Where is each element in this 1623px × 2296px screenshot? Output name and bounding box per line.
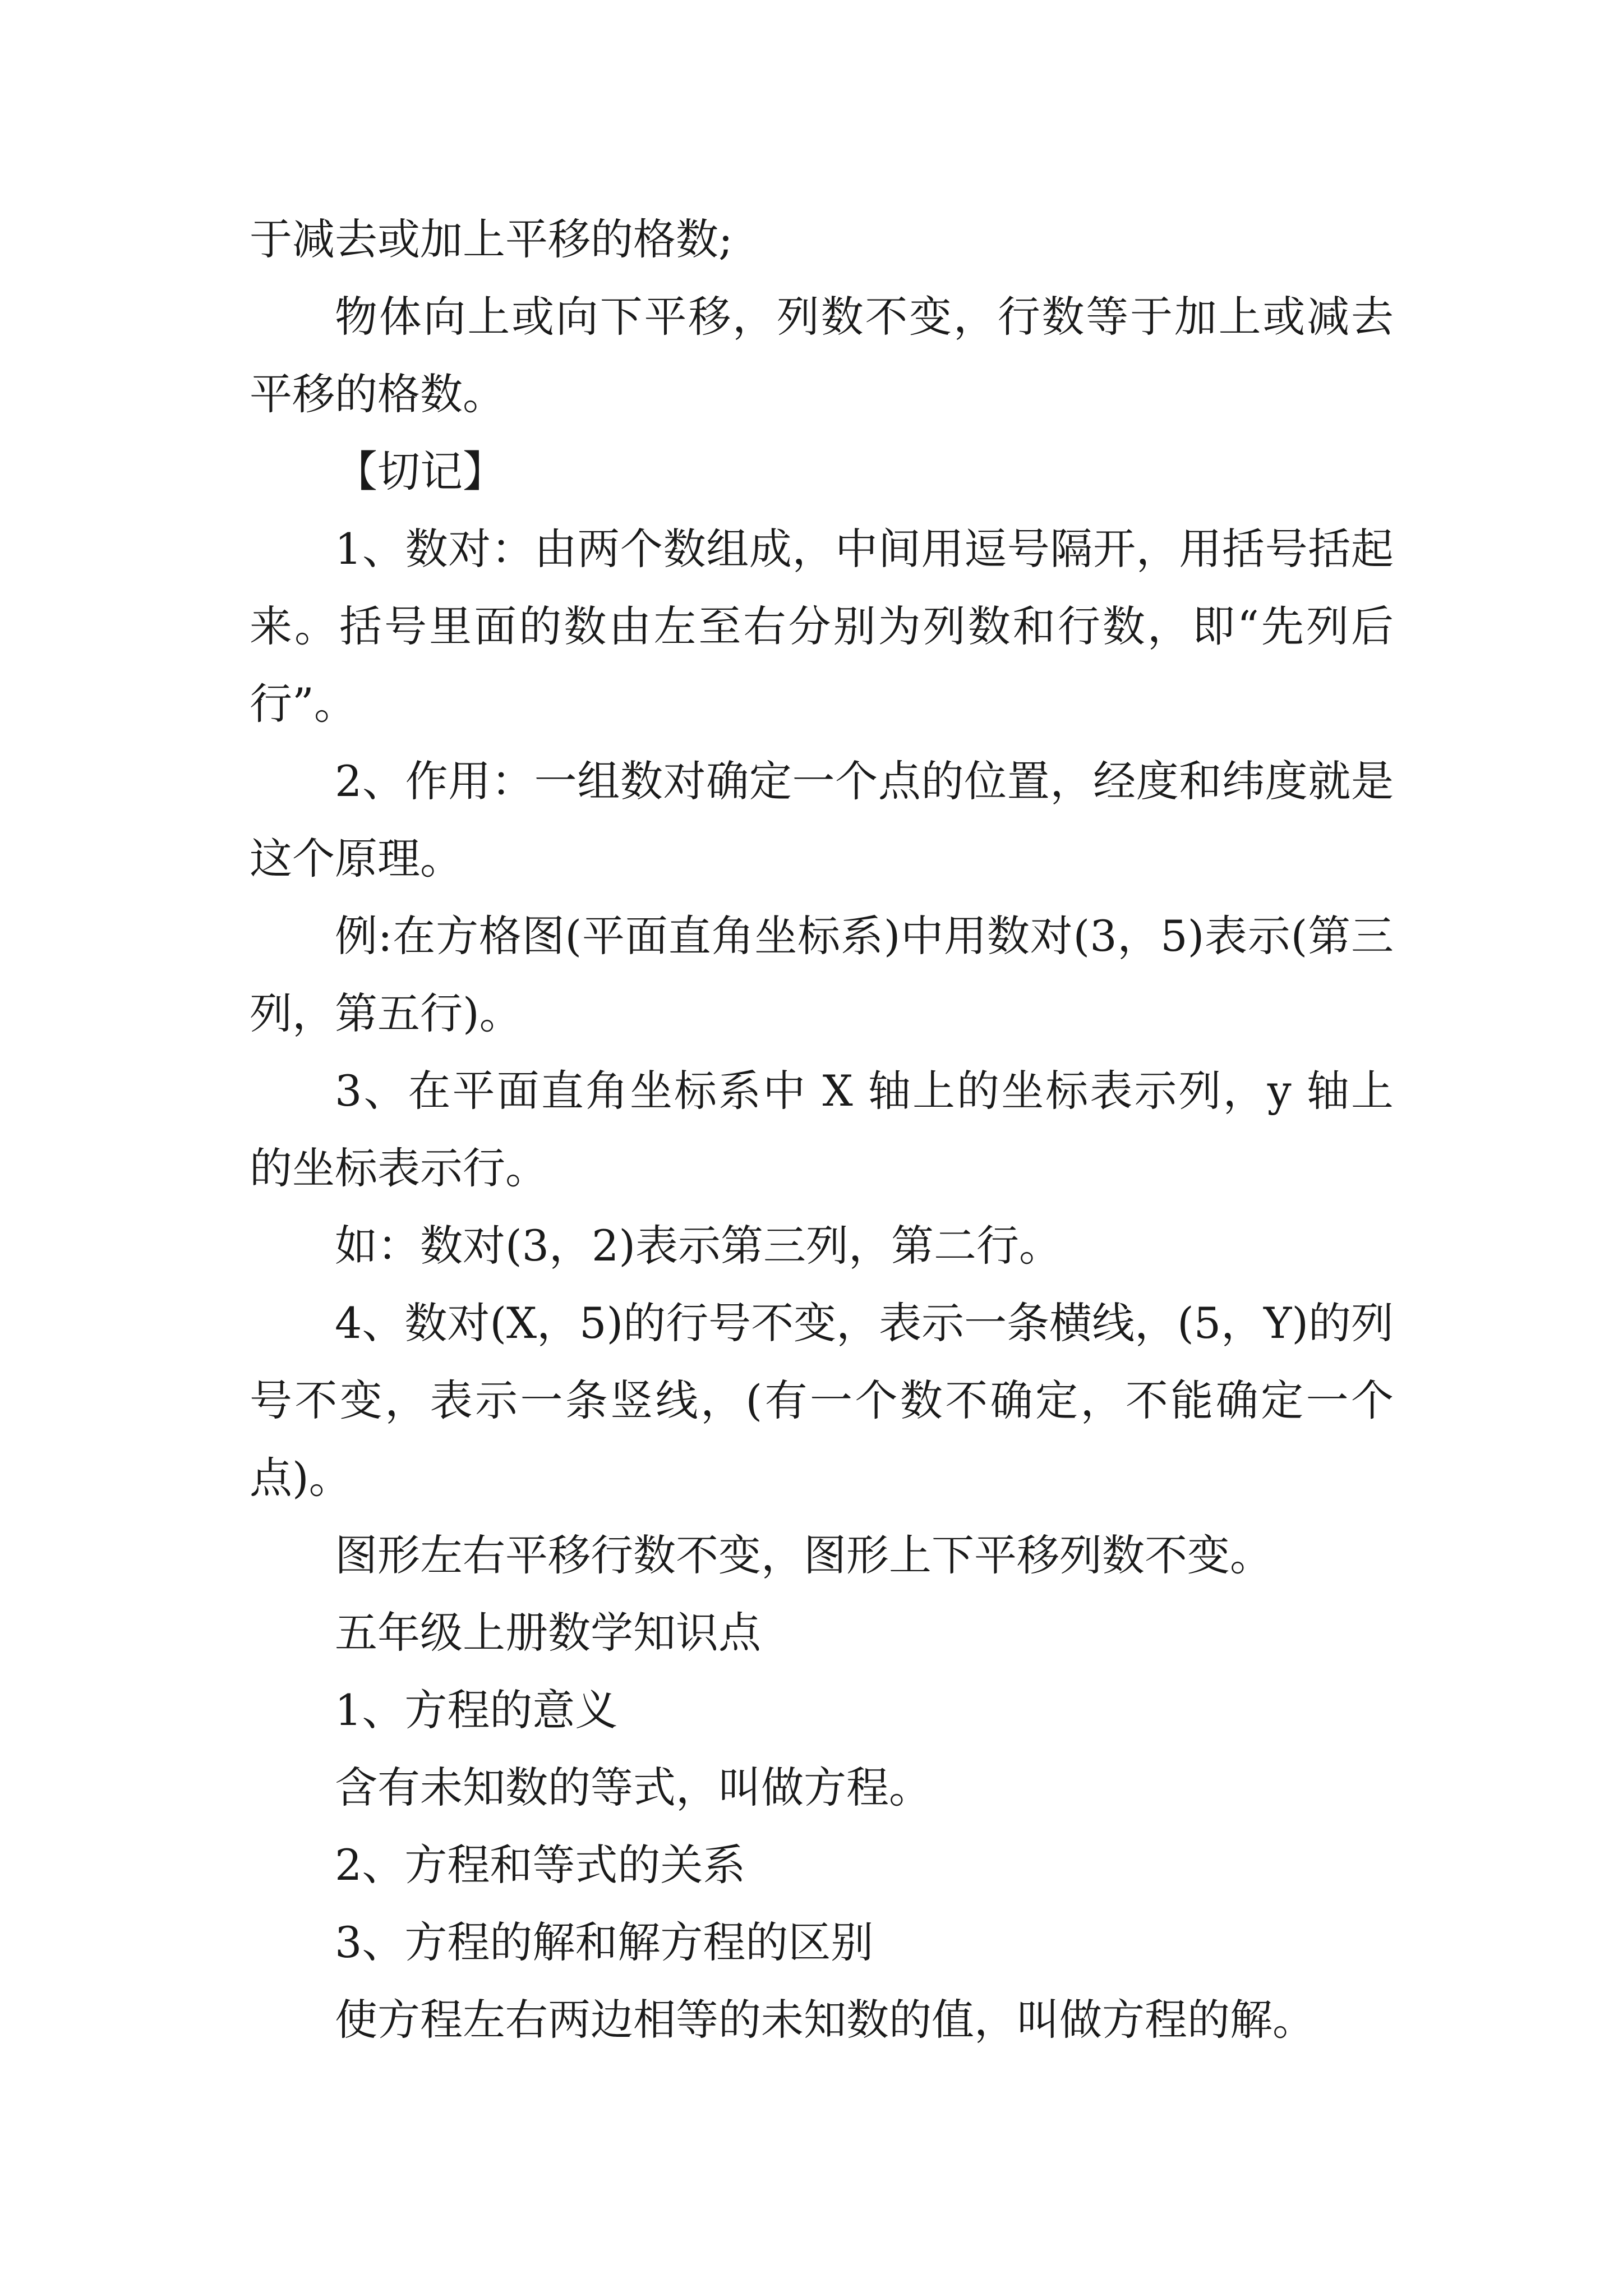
paragraph-equation-relation: 2、方程和等式的关系 bbox=[335, 1840, 746, 1890]
paragraph-remember-heading: 【切记】 bbox=[335, 447, 505, 496]
paragraph-lines: 4、数对(X，5)的行号不变，表示一条横线，(5，Y)的列号不变，表示一条竖线，(有一个数不确定，不能确定一个点)。 bbox=[250, 1298, 1394, 1503]
paragraph-coordinate-axes: 3、在平面直角坐标系中 X 轴上的坐标表示列，y 轴上的坐标表示行。 bbox=[250, 1066, 1394, 1193]
paragraph-number-pair-purpose: 2、作用：一组数对确定一个点的位置，经度和纬度就是这个原理。 bbox=[250, 756, 1394, 884]
paragraph-example-grid: 例:在方格图(平面直角坐标系)中用数对(3，5)表示(第三列，第五行)。 bbox=[250, 911, 1394, 1038]
paragraph-solution-difference: 3、方程的解和解方程的区别 bbox=[335, 1917, 874, 1967]
paragraph-number-pair-definition: 1、数对：由两个数组成，中间用逗号隔开，用括号括起来。括号里面的数由左至右分别为列数和行数，即“先列后行”。 bbox=[250, 524, 1394, 729]
paragraph-shape-shift: 图形左右平移行数不变，图形上下平移列数不变。 bbox=[335, 1530, 1272, 1580]
section-heading: 五年级上册数学知识点 bbox=[335, 1608, 761, 1658]
paragraph-continuation: 于减去或加上平移的格数; bbox=[250, 214, 733, 264]
body-text bbox=[250, 201, 1394, 2059]
paragraph-solution-definition: 使方程左右两边相等的未知数的值，叫做方程的解。 bbox=[335, 1995, 1315, 2045]
paragraph-example-pair: 如：数对(3，2)表示第三列，第二行。 bbox=[335, 1221, 1062, 1271]
paragraph-equation-meaning: 1、方程的意义 bbox=[335, 1685, 618, 1735]
paragraph-vertical-shift: 物体向上或向下平移，列数不变，行数等于加上或减去平移的格数。 bbox=[250, 292, 1394, 419]
paragraph-equation-definition: 含有未知数的等式，叫做方程。 bbox=[335, 1763, 932, 1812]
